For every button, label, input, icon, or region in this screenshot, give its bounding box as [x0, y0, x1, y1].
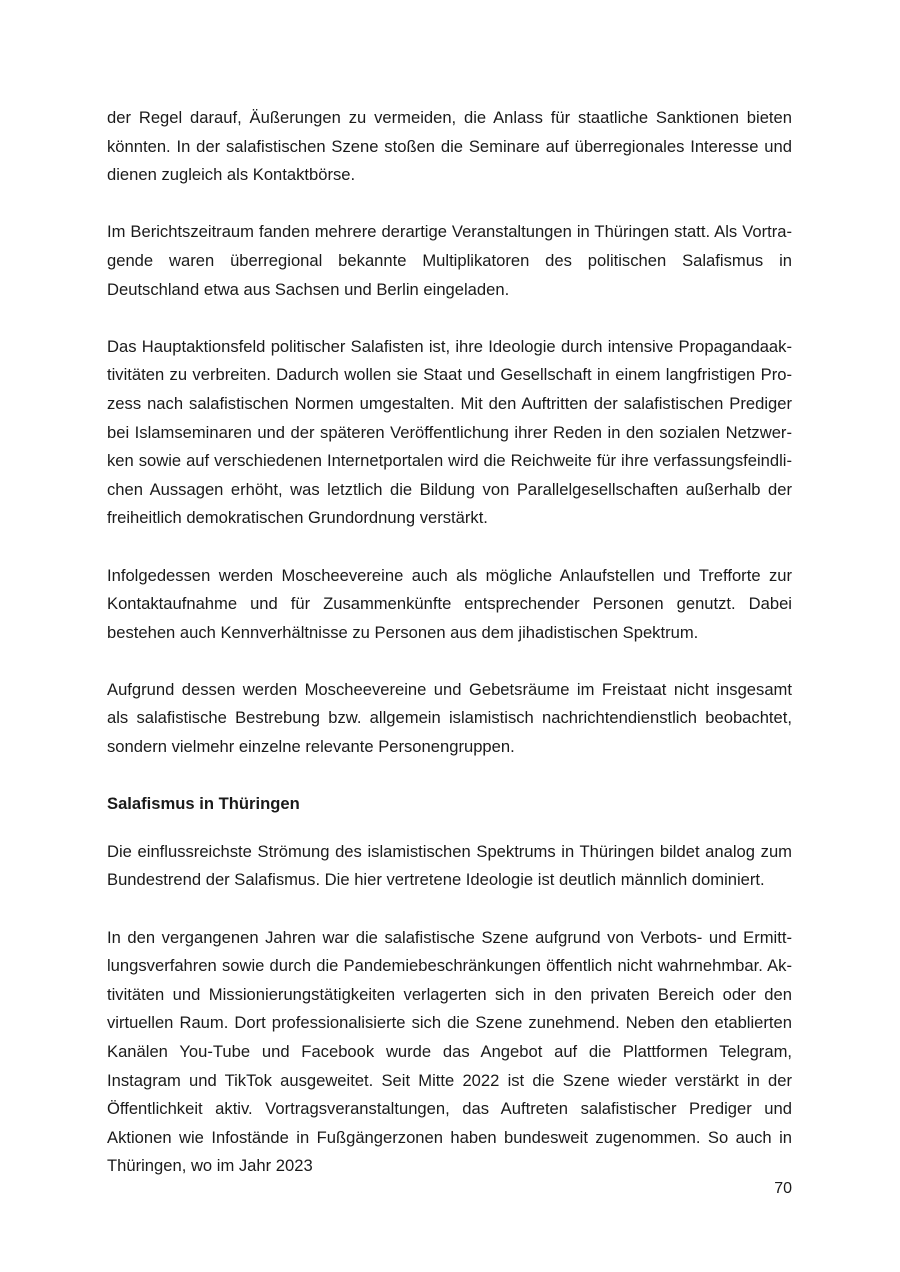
paragraph: Das Hauptaktionsfeld politischer Salafisten ist, ihre Ideologie durch intensive Propagandaaktivitäten zu verbreiten. Dadurch wollen sie Staat und Gesellschaft in einem langfristigen Prozess nach salafistischen Normen umgestalten. Mit den Auftritten der salafistischen Prediger bei Islamseminaren und der späteren Veröffentlichung ihrer Reden in den sozialen Netzwerken sowie auf verschiedenen Internetportalen wird die Reichweite für ihre verfassungsfeindlichen Aussagen erhöht, was letztlich die Bildung von Parallelgesellschaften außerhalb der freiheitlich demokratischen Grundordnung verstärkt. — [107, 336, 792, 528]
section-heading: Salafismus in Thüringen — [107, 794, 300, 814]
page-body — [107, 104, 792, 1181]
paragraph: Aufgrund dessen werden Moscheevereine und Gebetsräume im Freistaat nicht insgesamt als salafistische Bestrebung bzw. allgemein islamistisch nachrichtendienstlich beobachtet, sondern vielmehr einzelne relevante Personengruppen. — [107, 679, 792, 757]
page-number: 70 — [774, 1180, 792, 1197]
paragraph: Infolgedessen werden Moscheevereine auch als mögliche Anlaufstellen und Trefforte zur Kontaktaufnahme und für Zusammenkünfte entsprechender Personen genutzt. Dabei bestehen auch Kennverhältnisse zu Personen aus dem jihadistischen Spektrum. — [107, 565, 792, 642]
paragraph: der Regel darauf, Äußerungen zu vermeiden, die Anlass für staatliche Sanktionen bieten könnten. In der salafistischen Szene stoßen die Seminare auf überregionales Interesse und dienen zugleich als Kontaktbörse. — [107, 108, 792, 185]
paragraph: Die einflussreichste Strömung des islamistischen Spektrums in Thüringen bildet analog zum Bundestrend der Salafismus. Die hier vertretene Ideologie ist deutlich männlich dominiert. — [107, 841, 792, 890]
paragraph: Im Berichtszeitraum fanden mehrere derartige Veranstaltungen in Thüringen statt. Als Vortragende waren überregional bekannte Multiplikatoren des politischen Salafismus in Deutschland etwa aus Sachsen und Berlin eingeladen. — [107, 222, 792, 299]
paragraph: In den vergangenen Jahren war die salafistische Szene aufgrund von Verbots- und Ermittlungsverfahren sowie durch die Pandemiebeschränkungen öffentlich nicht wahrnehmbar. Aktivitäten und Missionierungstätigkeiten verlagerten sich in den privaten Bereich oder den virtuellen Raum. Dort professionalisierte sich die Szene zunehmend. Neben den etablierten Kanälen You-Tube und Facebook wurde das Angebot auf die Plattformen Telegram, Instagram und TikTok ausgeweitet. Seit Mitte 2022 ist die Szene wieder verstärkt in der Öffentlichkeit aktiv. Vortragsveranstaltungen, das Auftreten salafistischer Prediger und Aktionen wie Infostände in Fußgängerzonen haben bundesweit zugenommen. So auch in Thüringen, wo im Jahr 2023 — [107, 927, 792, 1176]
